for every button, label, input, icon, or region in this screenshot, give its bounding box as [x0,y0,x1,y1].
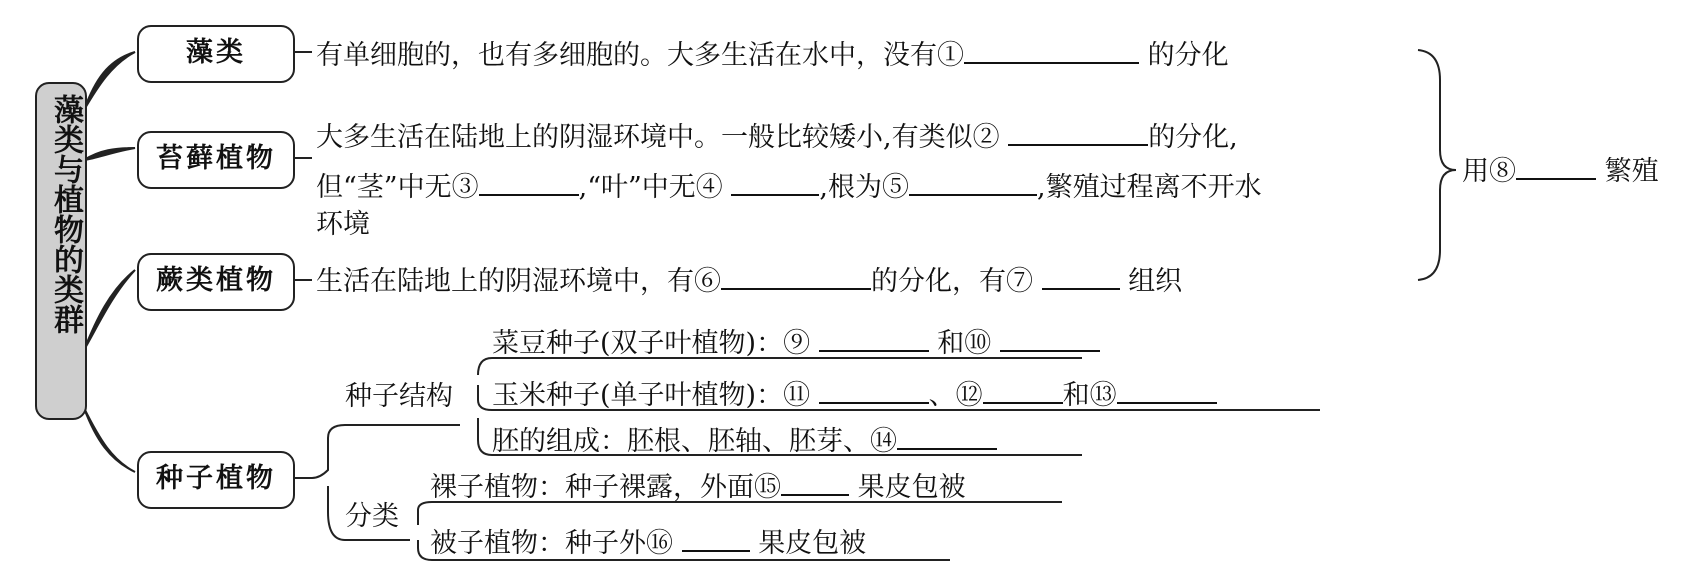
fern-text-a: 生活在陆地上的阴湿环境中，有⑥ [316,266,721,297]
fern-description [316,262,1182,299]
fern-text-b: 的分化，有⑦ [871,266,1033,297]
right-brace [1418,50,1456,280]
blank-16 [682,524,750,552]
algae-description [316,36,1229,73]
connector-root-seed [84,408,135,472]
summary-text-b: 繁殖 [1604,156,1659,187]
reproduction-summary [1462,152,1659,189]
moss-text-1a: 大多生活在陆地上的阴湿环境中。一般比较矮小,有类似② [316,122,1000,153]
fern-text-c: 组织 [1128,266,1183,297]
blank-12 [983,376,1063,404]
blank-8 [1516,152,1596,180]
blank-15 [781,468,849,496]
angio-text-b: 果皮包被 [758,528,867,559]
blank-13 [1117,376,1217,404]
connector-root-moss [84,148,135,160]
node-moss: 苔藓植物 [137,131,295,189]
root-title: 藻类与植物的类群 [48,94,83,334]
embryo-text-a: 胚的组成：胚根、胚轴、胚芽、⑭ [492,426,897,457]
blank-5 [909,168,1037,196]
summary-text-a: 用⑧ [1462,156,1516,187]
gymno-text-b: 果皮包被 [857,472,966,503]
node-fern: 蕨类植物 [137,253,295,311]
moss-line-2 [316,168,1262,205]
corn-text-a: 玉米种子(单子叶植物)：⑪ [492,380,811,411]
root-node [35,82,87,420]
moss-line-3: 环境 [316,209,370,240]
gymnosperm-row [430,468,966,505]
embryo-row [492,422,997,459]
bean-seed-row [492,324,1100,361]
blank-1 [964,36,1139,64]
connector-root-fern [84,270,135,350]
bean-text-a: 菜豆种子(双子叶植物)：⑨ [492,328,811,359]
moss-text-2b: ,“叶”中无④ [578,172,723,203]
connector-root-algae [84,52,135,110]
moss-text-2c: ,根为⑤ [819,172,909,203]
blank-11 [819,376,929,404]
bean-text-b: 和⑩ [937,328,992,359]
node-algae: 藻类 [137,25,295,83]
moss-line-1 [316,118,1238,155]
algae-text-b: 的分化 [1147,40,1229,71]
blank-14 [897,422,997,450]
corn-text-b: 、⑫ [928,380,983,411]
angio-text-a: 被子植物：种子外⑯ [430,528,673,559]
corn-seed-row [492,376,1217,413]
moss-text-2d: ,繁殖过程离不开水 [1037,172,1262,203]
gymno-text-a: 裸子植物：种子裸露，外面⑮ [430,472,781,503]
classification-label: 分类 [345,501,399,532]
node-seed: 种子植物 [137,451,295,509]
blank-9 [819,324,929,352]
algae-text-a: 有单细胞的，也有多细胞的。大多生活在水中，没有① [316,40,964,71]
blank-10 [1000,324,1100,352]
blank-6 [721,262,871,290]
moss-text-2a: 但“茎”中无③ [316,172,479,203]
blank-7 [1042,262,1120,290]
blank-2 [1008,118,1148,146]
blank-4 [731,168,819,196]
moss-text-1b: 的分化, [1148,122,1238,153]
seed-structure-label: 种子结构 [345,381,453,412]
blank-3 [479,168,579,196]
corn-text-c: 和⑬ [1062,380,1117,411]
angiosperm-row [430,524,866,561]
